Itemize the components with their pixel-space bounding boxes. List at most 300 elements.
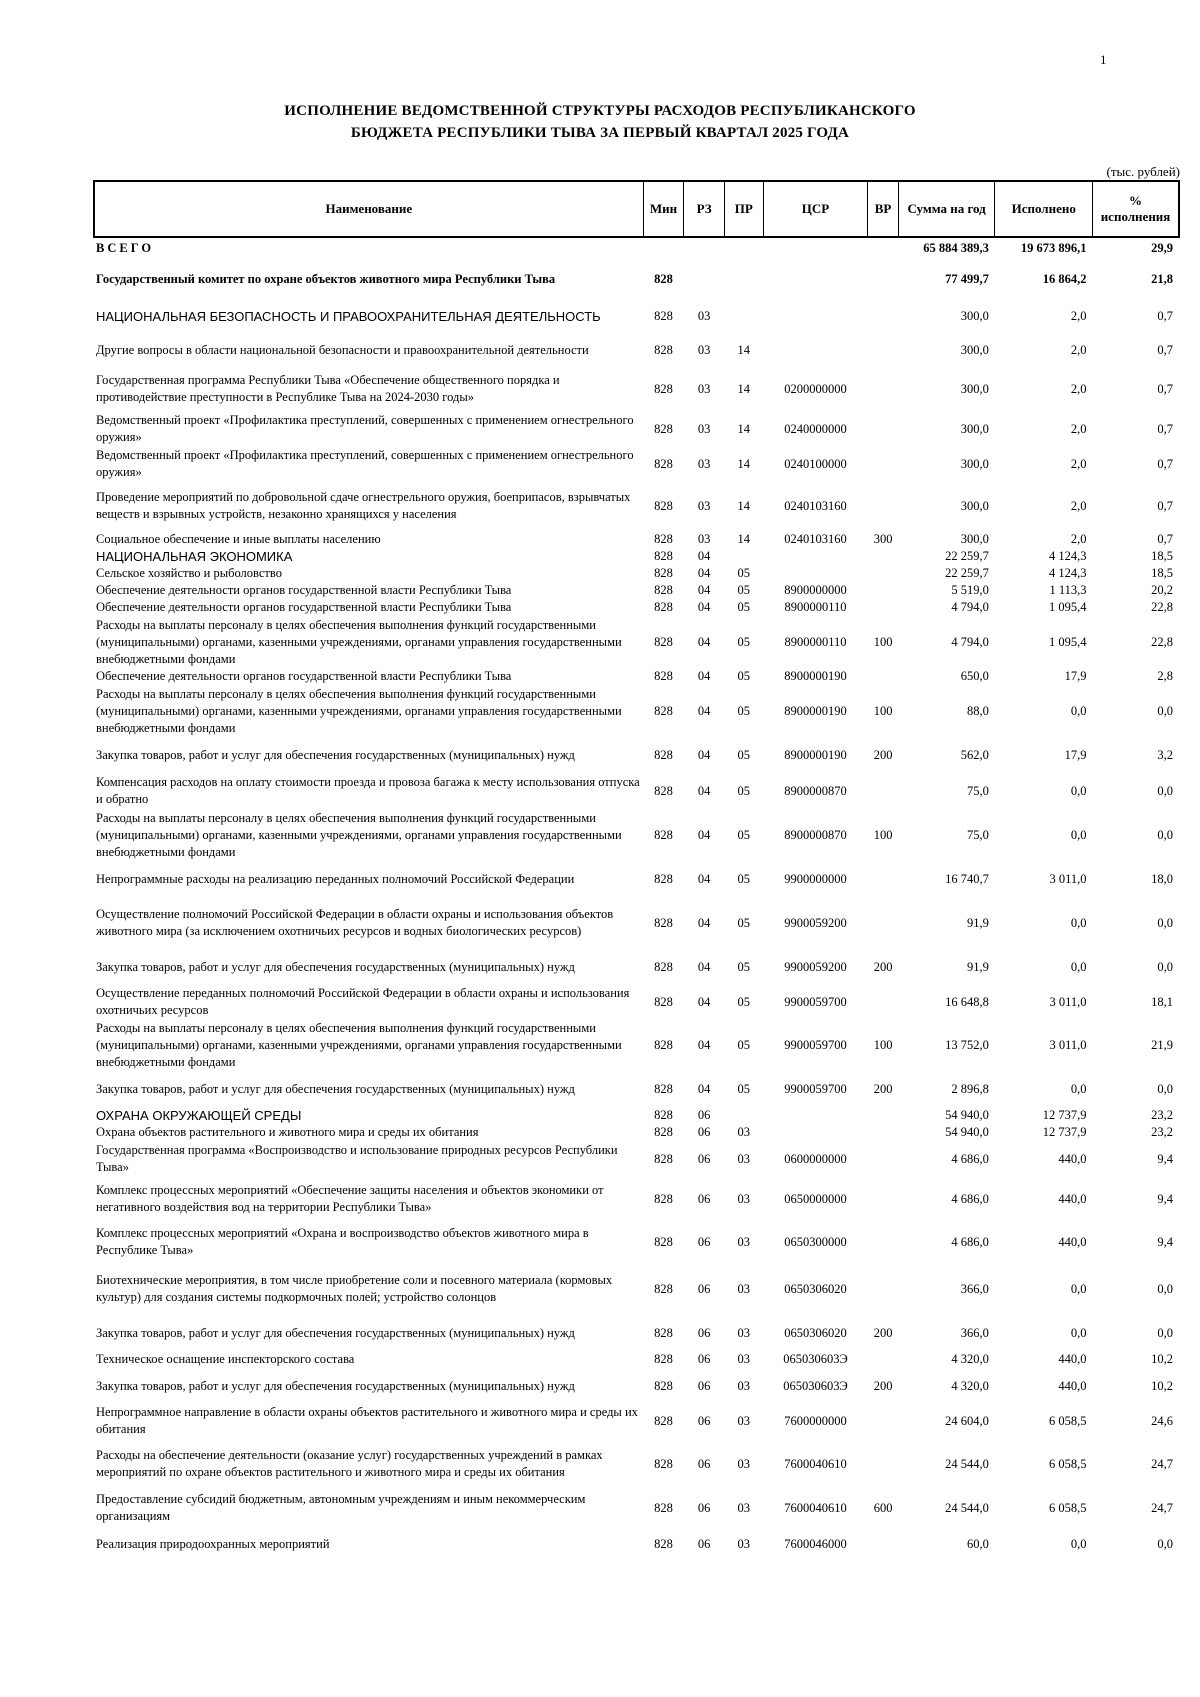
cell-pct: 0,7 bbox=[1157, 308, 1173, 323]
cell-name: НАЦИОНАЛЬНАЯ БЕЗОПАСНОСТЬ И ПРАВООХРАНИТЕЛЬНАЯ ДЕЯТЕЛЬНОСТЬ bbox=[96, 308, 601, 324]
cell-min: 828 bbox=[654, 381, 673, 396]
cell-min: 828 bbox=[654, 915, 673, 930]
cell-min: 828 bbox=[654, 1191, 673, 1206]
cell-sum: 4 686,0 bbox=[951, 1234, 989, 1249]
cell-sum: 300,0 bbox=[960, 308, 989, 323]
cell-csr: 7600040610 bbox=[784, 1456, 847, 1471]
cell-csr bbox=[763, 1107, 868, 1124]
cell-csr: 9900059700 bbox=[784, 994, 847, 1009]
cell-isp: 0,0 bbox=[1070, 1536, 1087, 1551]
cell-min: 828 bbox=[654, 308, 673, 323]
header-pr: ПР bbox=[724, 181, 763, 237]
cell-name: Обеспечение деятельности органов государственной власти Республики Тыва bbox=[96, 669, 512, 683]
table-row bbox=[94, 1263, 1179, 1315]
cell-name: Биотехнические мероприятия, в том числе приобретение соли и посевного материала (кормовых культур) для создания системы подкормочных полей; устройство солонцов bbox=[96, 1273, 613, 1304]
cell-pr: 03 bbox=[737, 1325, 751, 1340]
table-row bbox=[94, 1071, 1179, 1107]
title-line-1: ИСПОЛНЕНИЕ ВЕДОМСТВЕННОЙ СТРУКТУРЫ РАСХОДОВ РЕСПУБЛИКАНСКОГО bbox=[284, 103, 916, 119]
cell-isp: 17,9 bbox=[1064, 669, 1087, 683]
cell-vr bbox=[868, 447, 899, 481]
cell-sum: 366,0 bbox=[960, 1325, 989, 1340]
table-row bbox=[94, 1141, 1179, 1177]
cell-rz: 04 bbox=[697, 871, 711, 886]
cell-min: 828 bbox=[654, 783, 673, 798]
cell-isp: 440,0 bbox=[1058, 1234, 1087, 1249]
cell-min: 828 bbox=[654, 669, 673, 683]
cell-vr bbox=[868, 1177, 899, 1221]
cell-pr: 03 bbox=[737, 1125, 751, 1139]
cell-isp: 16 864,2 bbox=[1042, 271, 1087, 286]
cell-sum: 4 686,0 bbox=[951, 1151, 989, 1166]
cell-rz: 04 bbox=[697, 583, 711, 597]
cell-isp: 0,0 bbox=[1070, 1325, 1087, 1340]
cell-pct: 10,2 bbox=[1151, 1378, 1173, 1393]
table-row bbox=[94, 809, 1179, 861]
cell-pct: 23,2 bbox=[1151, 1108, 1173, 1122]
cell-isp: 2,0 bbox=[1070, 421, 1087, 436]
cell-sum: 13 752,0 bbox=[945, 1037, 989, 1052]
cell-csr: 0200000000 bbox=[784, 381, 847, 396]
cell-rz: 03 bbox=[697, 381, 711, 396]
cell-pr: 03 bbox=[737, 1536, 751, 1551]
cell-name: Сельское хозяйство и рыболовство bbox=[96, 566, 282, 580]
cell-isp: 0,0 bbox=[1070, 703, 1087, 718]
cell-rz: 06 bbox=[697, 1151, 711, 1166]
cell-rz: 04 bbox=[697, 703, 711, 718]
cell-vr: 200 bbox=[873, 1081, 893, 1096]
cell-vr bbox=[868, 582, 899, 599]
cell-vr bbox=[868, 599, 899, 616]
cell-isp: 6 058,5 bbox=[1049, 1413, 1087, 1428]
cell-sum: 54 940,0 bbox=[945, 1125, 989, 1139]
cell-rz: 04 bbox=[697, 634, 711, 649]
cell-sum: 24 604,0 bbox=[945, 1413, 989, 1428]
cell-rz: 03 bbox=[697, 308, 711, 323]
cell-csr: 0240100000 bbox=[784, 456, 847, 471]
cell-isp: 2,0 bbox=[1070, 342, 1087, 357]
cell-pr: 03 bbox=[737, 1456, 751, 1471]
cell-vr bbox=[868, 367, 899, 411]
cell-vr bbox=[868, 1221, 899, 1263]
cell-vr: 300 bbox=[873, 532, 893, 546]
cell-rz: 04 bbox=[697, 1037, 711, 1052]
cell-rz: 04 bbox=[697, 669, 711, 683]
cell-csr: 0240103160 bbox=[784, 498, 847, 513]
cell-min: 828 bbox=[654, 1151, 673, 1166]
cell-csr: 0240000000 bbox=[784, 421, 847, 436]
cell-isp: 0,0 bbox=[1070, 1081, 1087, 1096]
cell-isp: 2,0 bbox=[1070, 532, 1087, 546]
cell-pct: 24,6 bbox=[1151, 1413, 1173, 1428]
cell-isp: 6 058,5 bbox=[1049, 1456, 1087, 1471]
table-row bbox=[94, 481, 1179, 531]
cell-csr: 065030603Э bbox=[783, 1352, 848, 1366]
table-row bbox=[94, 616, 1179, 668]
cell-min: 828 bbox=[654, 342, 673, 357]
cell-min: 828 bbox=[654, 421, 673, 436]
cell-vr bbox=[868, 1351, 899, 1368]
cell-isp: 0,0 bbox=[1070, 827, 1087, 842]
cell-name: Ведомственный проект «Профилактика преступлений, совершенных с применением огнестрельного оружия» bbox=[96, 413, 634, 444]
cell-sum: 54 940,0 bbox=[945, 1108, 989, 1122]
cell-pct: 20,2 bbox=[1151, 583, 1173, 597]
cell-csr: 0650306020 bbox=[784, 1281, 847, 1296]
cell-min: 828 bbox=[654, 1536, 673, 1551]
cell-pr: 05 bbox=[737, 871, 751, 886]
cell-name: Охрана объектов растительного и животного мира и среды их обитания bbox=[96, 1125, 479, 1139]
cell-pct: 18,0 bbox=[1151, 871, 1173, 886]
cell-name: Компенсация расходов на оплату стоимости проезда и провоза багажа к месту использования отпуска и обратно bbox=[96, 775, 640, 806]
cell-min: 828 bbox=[654, 1108, 673, 1122]
cell-csr bbox=[763, 259, 868, 299]
cell-name: Закупка товаров, работ и услуг для обеспечения государственных (муниципальных) нужд bbox=[96, 1378, 575, 1393]
cell-name: Реализация природоохранных мероприятий bbox=[96, 1536, 330, 1551]
cell-sum: 22 259,7 bbox=[945, 549, 989, 563]
cell-pct: 21,8 bbox=[1151, 271, 1173, 286]
cell-vr bbox=[868, 1404, 899, 1438]
cell-pr: 05 bbox=[737, 994, 751, 1009]
header-vr: ВР bbox=[868, 181, 899, 237]
cell-vr bbox=[868, 985, 899, 1019]
cell-vr: 100 bbox=[873, 1037, 893, 1052]
cell-rz: 06 bbox=[697, 1125, 711, 1139]
cell-csr bbox=[763, 237, 868, 259]
cell-min: 828 bbox=[654, 994, 673, 1009]
cell-pr: 05 bbox=[737, 703, 751, 718]
table-row bbox=[94, 259, 1179, 299]
cell-sum: 16 648,8 bbox=[945, 994, 989, 1009]
cell-vr: 600 bbox=[873, 1500, 893, 1515]
cell-pr: 05 bbox=[737, 566, 751, 580]
table-row bbox=[94, 1404, 1179, 1438]
cell-min: 828 bbox=[654, 747, 673, 762]
cell-sum: 22 259,7 bbox=[945, 566, 989, 580]
cell-name: Расходы на выплаты персоналу в целях обеспечения выполнения функций государственными (муниципальными) органами, казенными учреждениями, органами управления государственными внебюджетными фондами bbox=[96, 1020, 622, 1069]
cell-pct: 0,0 bbox=[1157, 1281, 1173, 1296]
cell-sum: 4 686,0 bbox=[951, 1191, 989, 1206]
cell-csr: 8900000870 bbox=[784, 827, 847, 842]
cell-csr: 0240103160 bbox=[784, 532, 847, 546]
cell-name: Обеспечение деятельности органов государственной власти Республики Тыва bbox=[96, 600, 512, 614]
cell-csr: 9900059700 bbox=[784, 1037, 847, 1052]
cell-name: Обеспечение деятельности органов государственной власти Республики Тыва bbox=[96, 583, 512, 597]
cell-rz: 03 bbox=[697, 342, 711, 357]
cell-rz: 06 bbox=[697, 1108, 711, 1122]
cell-min: 828 bbox=[654, 959, 673, 974]
table-row bbox=[94, 1368, 1179, 1404]
cell-pr bbox=[724, 237, 763, 259]
cell-pct: 0,0 bbox=[1157, 1536, 1173, 1551]
cell-sum: 91,9 bbox=[967, 915, 989, 930]
cell-rz bbox=[684, 237, 725, 259]
cell-sum: 300,0 bbox=[960, 498, 989, 513]
cell-csr: 0650300000 bbox=[784, 1234, 847, 1249]
cell-pct: 18,1 bbox=[1151, 994, 1173, 1009]
cell-pct: 0,7 bbox=[1157, 381, 1173, 396]
cell-min: 828 bbox=[654, 827, 673, 842]
cell-pct: 2,8 bbox=[1157, 669, 1173, 683]
header-csr: ЦСР bbox=[763, 181, 868, 237]
cell-rz: 03 bbox=[697, 421, 711, 436]
cell-name: Социальное обеспечение и иные выплаты населению bbox=[96, 532, 381, 546]
cell-sum: 300,0 bbox=[960, 456, 989, 471]
cell-csr: 9900059200 bbox=[784, 915, 847, 930]
cell-vr: 200 bbox=[873, 959, 893, 974]
cell-pr: 05 bbox=[737, 669, 751, 683]
cell-isp: 0,0 bbox=[1070, 959, 1087, 974]
cell-rz: 03 bbox=[697, 532, 711, 546]
cell-name: НАЦИОНАЛЬНАЯ ЭКОНОМИКА bbox=[96, 549, 293, 564]
cell-isp: 2,0 bbox=[1070, 498, 1087, 513]
cell-sum: 65 884 389,3 bbox=[923, 241, 989, 255]
cell-min bbox=[643, 237, 684, 259]
cell-pct: 9,4 bbox=[1157, 1234, 1173, 1249]
cell-vr bbox=[868, 237, 899, 259]
cell-csr: 8900000870 bbox=[784, 783, 847, 798]
cell-isp: 1 095,4 bbox=[1049, 634, 1087, 649]
cell-name: Расходы на выплаты персоналу в целях обеспечения выполнения функций государственными (муниципальными) органами, казенными учреждениями, органами управления государственными внебюджетными фондами bbox=[96, 686, 622, 735]
cell-pct: 24,7 bbox=[1151, 1456, 1173, 1471]
cell-rz: 04 bbox=[697, 1081, 711, 1096]
cell-name: Непрограммное направление в области охраны объектов растительного и животного мира и среды их обитания bbox=[96, 1405, 638, 1436]
cell-vr bbox=[868, 668, 899, 685]
cell-name: Ведомственный проект «Профилактика преступлений, совершенных с применением огнестрельного оружия» bbox=[96, 448, 634, 479]
cell-isp: 2,0 bbox=[1070, 308, 1087, 323]
cell-sum: 5 519,0 bbox=[951, 583, 989, 597]
cell-name: Государственный комитет по охране объектов животного мира Республики Тыва bbox=[96, 271, 556, 286]
cell-csr bbox=[763, 333, 868, 367]
cell-rz: 06 bbox=[697, 1234, 711, 1249]
header-name: Наименование bbox=[94, 181, 643, 237]
cell-csr: 8900000110 bbox=[784, 600, 847, 614]
cell-min: 828 bbox=[654, 871, 673, 886]
cell-sum: 650,0 bbox=[960, 669, 989, 683]
table-row bbox=[94, 333, 1179, 367]
cell-csr: 0650000000 bbox=[784, 1191, 847, 1206]
cell-pr: 03 bbox=[737, 1378, 751, 1393]
cell-pr: 05 bbox=[737, 827, 751, 842]
cell-pct: 0,0 bbox=[1157, 915, 1173, 930]
cell-sum: 75,0 bbox=[967, 827, 989, 842]
header-rz: РЗ bbox=[684, 181, 725, 237]
cell-sum: 2 896,8 bbox=[951, 1081, 989, 1096]
table-row bbox=[94, 1351, 1179, 1368]
cell-csr: 8900000000 bbox=[784, 583, 847, 597]
cell-name: ОХРАНА ОКРУЖАЮЩЕЙ СРЕДЫ bbox=[96, 1108, 302, 1123]
cell-sum: 77 499,7 bbox=[945, 271, 989, 286]
cell-pr: 05 bbox=[737, 747, 751, 762]
cell-min: 828 bbox=[654, 549, 673, 563]
table-row bbox=[94, 447, 1179, 481]
cell-pr: 05 bbox=[737, 915, 751, 930]
table-row bbox=[94, 737, 1179, 773]
cell-csr: 8900000110 bbox=[784, 634, 847, 649]
cell-min: 828 bbox=[654, 634, 673, 649]
cell-min: 828 bbox=[654, 498, 673, 513]
table-row bbox=[94, 897, 1179, 949]
cell-pr: 03 bbox=[737, 1413, 751, 1428]
table-row bbox=[94, 773, 1179, 809]
cell-name: Расходы на обеспечение деятельности (оказание услуг) государственных учреждений в рамках мероприятий по охране объектов растительного и животного мира и среды их обитания bbox=[96, 1448, 603, 1479]
cell-vr bbox=[868, 897, 899, 949]
cell-vr: 200 bbox=[873, 747, 893, 762]
table-row bbox=[94, 531, 1179, 548]
cell-rz: 06 bbox=[697, 1281, 711, 1296]
cell-isp: 3 011,0 bbox=[1049, 1037, 1087, 1052]
cell-min: 828 bbox=[654, 1378, 673, 1393]
table-row bbox=[94, 985, 1179, 1019]
cell-pr: 14 bbox=[737, 456, 751, 471]
cell-isp: 440,0 bbox=[1058, 1352, 1087, 1366]
cell-isp: 4 124,3 bbox=[1049, 549, 1087, 563]
cell-min: 828 bbox=[654, 1081, 673, 1096]
cell-min: 828 bbox=[654, 456, 673, 471]
cell-name: Государственная программа «Воспроизводство и использование природных ресурсов Республики Тыва» bbox=[96, 1143, 618, 1174]
cell-rz: 03 bbox=[697, 456, 711, 471]
cell-isp: 12 737,9 bbox=[1042, 1125, 1087, 1139]
cell-isp: 440,0 bbox=[1058, 1378, 1087, 1393]
cell-vr bbox=[868, 259, 899, 299]
cell-isp: 0,0 bbox=[1070, 915, 1087, 930]
cell-pr: 03 bbox=[737, 1191, 751, 1206]
cell-rz: 04 bbox=[697, 783, 711, 798]
cell-pr: 03 bbox=[737, 1234, 751, 1249]
cell-pr: 14 bbox=[737, 342, 751, 357]
cell-vr bbox=[868, 1141, 899, 1177]
cell-csr bbox=[763, 299, 868, 333]
cell-csr: 8900000190 bbox=[784, 669, 847, 683]
cell-isp: 12 737,9 bbox=[1042, 1108, 1087, 1122]
cell-sum: 88,0 bbox=[967, 703, 989, 718]
cell-pr: 14 bbox=[737, 532, 751, 546]
cell-rz: 06 bbox=[697, 1378, 711, 1393]
cell-vr bbox=[868, 548, 899, 565]
cell-min: 828 bbox=[654, 1234, 673, 1249]
cell-csr: 7600040610 bbox=[784, 1500, 847, 1515]
table-row bbox=[94, 599, 1179, 616]
cell-name: Другие вопросы в области национальной безопасности и правоохранительной деятельности bbox=[96, 342, 589, 357]
cell-pr: 14 bbox=[737, 381, 751, 396]
cell-sum: 16 740,7 bbox=[945, 871, 989, 886]
cell-csr bbox=[763, 1124, 868, 1141]
table-row bbox=[94, 861, 1179, 897]
cell-csr bbox=[763, 565, 868, 582]
cell-pct: 10,2 bbox=[1151, 1352, 1173, 1366]
title-line-2: БЮДЖЕТА РЕСПУБЛИКИ ТЫВА ЗА ПЕРВЫЙ КВАРТАЛ 2025 ГОДА bbox=[350, 125, 850, 141]
cell-vr bbox=[868, 411, 899, 447]
cell-pr: 05 bbox=[737, 783, 751, 798]
cell-sum: 4 794,0 bbox=[951, 600, 989, 614]
units-note: (тыс. рублей) bbox=[1106, 164, 1180, 179]
cell-pct: 22,8 bbox=[1151, 600, 1173, 614]
cell-pct: 9,4 bbox=[1157, 1151, 1173, 1166]
cell-vr: 100 bbox=[873, 634, 893, 649]
cell-pr: 03 bbox=[737, 1151, 751, 1166]
table-row bbox=[94, 1315, 1179, 1351]
cell-pr bbox=[724, 259, 763, 299]
cell-isp: 3 011,0 bbox=[1049, 871, 1087, 886]
table-row bbox=[94, 1221, 1179, 1263]
cell-name: ВСЕГО bbox=[96, 241, 155, 255]
cell-rz: 04 bbox=[697, 959, 711, 974]
cell-min: 828 bbox=[654, 566, 673, 580]
cell-pct: 0,7 bbox=[1157, 532, 1173, 546]
cell-vr bbox=[868, 1526, 899, 1562]
cell-pr: 03 bbox=[737, 1500, 751, 1515]
cell-vr bbox=[868, 481, 899, 531]
cell-rz: 04 bbox=[697, 827, 711, 842]
cell-pr bbox=[724, 548, 763, 565]
cell-rz: 06 bbox=[697, 1352, 711, 1366]
cell-rz: 06 bbox=[697, 1456, 711, 1471]
cell-min: 828 bbox=[654, 1413, 673, 1428]
cell-csr bbox=[763, 548, 868, 565]
cell-sum: 300,0 bbox=[960, 381, 989, 396]
cell-pct: 0,0 bbox=[1157, 703, 1173, 718]
table-row bbox=[94, 685, 1179, 737]
cell-pr: 05 bbox=[737, 634, 751, 649]
cell-pct: 0,7 bbox=[1157, 421, 1173, 436]
cell-isp: 1 095,4 bbox=[1049, 600, 1087, 614]
cell-isp: 2,0 bbox=[1070, 456, 1087, 471]
table-row bbox=[94, 582, 1179, 599]
cell-isp: 1 113,3 bbox=[1049, 583, 1087, 597]
cell-sum: 366,0 bbox=[960, 1281, 989, 1296]
cell-isp: 19 673 896,1 bbox=[1020, 241, 1087, 255]
cell-csr: 7600000000 bbox=[784, 1413, 847, 1428]
cell-pct: 0,7 bbox=[1157, 456, 1173, 471]
table-row bbox=[94, 1438, 1179, 1490]
cell-pr: 05 bbox=[737, 1081, 751, 1096]
cell-pct: 18,5 bbox=[1151, 549, 1173, 563]
cell-rz: 06 bbox=[697, 1325, 711, 1340]
cell-pct: 0,0 bbox=[1157, 1325, 1173, 1340]
cell-rz bbox=[684, 259, 725, 299]
cell-rz: 04 bbox=[697, 566, 711, 580]
cell-isp: 6 058,5 bbox=[1049, 1500, 1087, 1515]
table-row bbox=[94, 1107, 1179, 1124]
budget-table bbox=[93, 180, 1180, 1562]
cell-sum: 562,0 bbox=[960, 747, 989, 762]
total-row bbox=[94, 237, 1179, 259]
cell-rz: 06 bbox=[697, 1191, 711, 1206]
cell-min: 828 bbox=[654, 703, 673, 718]
cell-pct: 0,0 bbox=[1157, 827, 1173, 842]
cell-vr bbox=[868, 773, 899, 809]
cell-name: Техническое оснащение инспекторского состава bbox=[96, 1352, 355, 1366]
cell-vr bbox=[868, 1438, 899, 1490]
cell-isp: 17,9 bbox=[1064, 747, 1087, 762]
cell-pct: 22,8 bbox=[1151, 634, 1173, 649]
cell-pct: 3,2 bbox=[1157, 747, 1173, 762]
table-row bbox=[94, 668, 1179, 685]
cell-rz: 04 bbox=[697, 915, 711, 930]
cell-csr: 065030603Э bbox=[783, 1378, 848, 1393]
cell-pct: 29,9 bbox=[1151, 241, 1173, 255]
table-row bbox=[94, 1019, 1179, 1071]
table-header-row bbox=[94, 181, 1179, 237]
cell-rz: 04 bbox=[697, 549, 711, 563]
cell-min: 828 bbox=[654, 1352, 673, 1366]
page-number: 1 bbox=[1100, 52, 1107, 67]
cell-rz: 06 bbox=[697, 1413, 711, 1428]
cell-pct: 0,0 bbox=[1157, 959, 1173, 974]
cell-pct: 0,0 bbox=[1157, 1081, 1173, 1096]
cell-pr: 03 bbox=[737, 1352, 751, 1366]
table-row bbox=[94, 1177, 1179, 1221]
cell-sum: 300,0 bbox=[960, 421, 989, 436]
table-row bbox=[94, 1526, 1179, 1562]
